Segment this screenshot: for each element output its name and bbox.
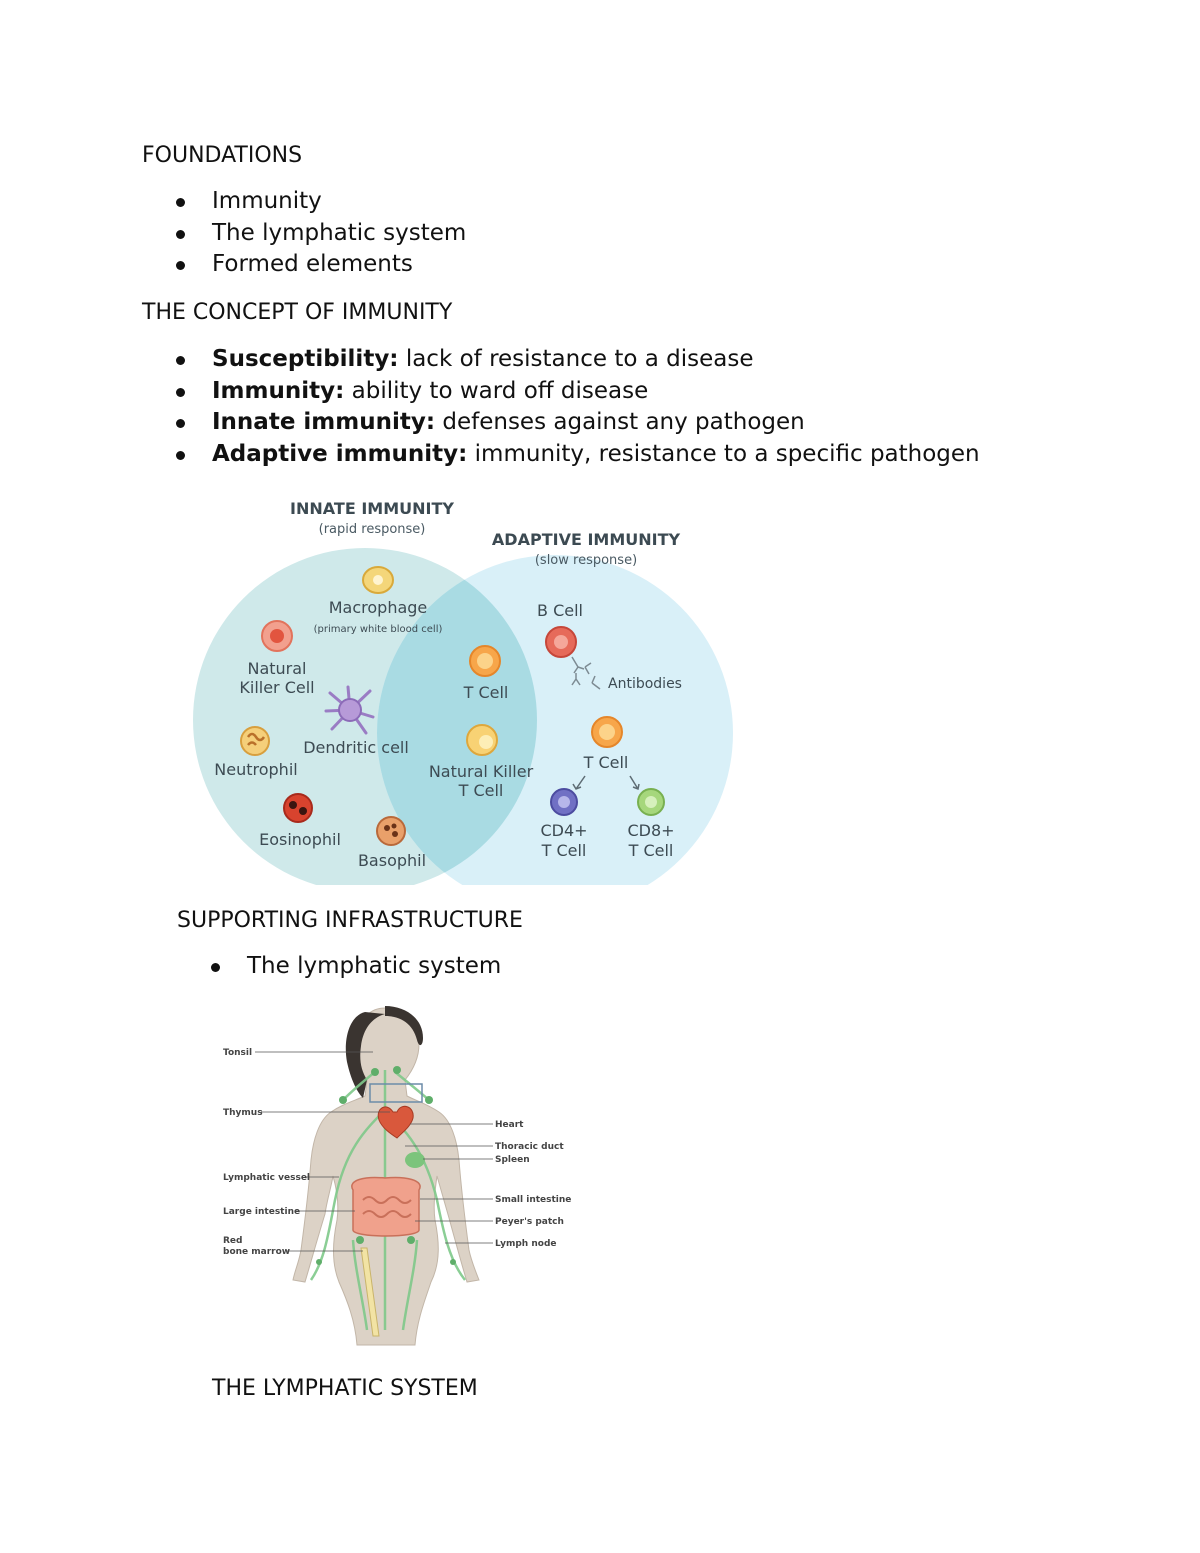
bullet-icon bbox=[176, 451, 185, 460]
small-intestine-label: Small intestine bbox=[495, 1195, 572, 1205]
list-item: Formed elements bbox=[212, 249, 466, 281]
adaptive-title: ADAPTIVE IMMUNITY bbox=[491, 530, 681, 549]
red-bone-marrow-label-2: bone marrow bbox=[223, 1247, 291, 1257]
b-cell-icon bbox=[546, 627, 576, 657]
intestines-icon bbox=[352, 1178, 420, 1237]
natural-killer-cell-icon bbox=[262, 621, 292, 651]
cd8-label-1: CD8+ bbox=[627, 821, 675, 840]
lymphatic-system-figure bbox=[215, 1000, 575, 1360]
peyers-patch-label: Peyer's patch bbox=[495, 1217, 564, 1227]
heart-label: Heart bbox=[495, 1120, 524, 1130]
adaptive-subtitle: (slow response) bbox=[534, 553, 638, 568]
list-item: Immunity bbox=[212, 186, 466, 218]
list-item bbox=[212, 344, 980, 376]
bullet-icon bbox=[211, 963, 220, 972]
natural-killer-label-1: Natural bbox=[247, 659, 307, 678]
infrastructure-list bbox=[247, 951, 501, 983]
basophil-icon bbox=[377, 817, 405, 845]
macrophage-note: (primary white blood cell) bbox=[313, 624, 443, 635]
bullet-icon bbox=[176, 198, 185, 207]
definition: lack of resistance to a disease bbox=[398, 346, 754, 372]
bullet-icon bbox=[176, 230, 185, 239]
spleen-label: Spleen bbox=[495, 1155, 530, 1165]
list-item bbox=[212, 376, 980, 408]
definition: ability to ward off disease bbox=[344, 377, 649, 404]
section-heading-foundations: FOUNDATIONS bbox=[142, 143, 303, 168]
definition: immunity, resistance to a specific pathogen bbox=[467, 440, 980, 467]
t-cell-adaptive-icon bbox=[592, 717, 622, 747]
t-cell-icon bbox=[470, 646, 500, 676]
tonsil-label: Tonsil bbox=[223, 1048, 253, 1058]
bullet-icon bbox=[176, 261, 185, 270]
term: Immunity: bbox=[212, 377, 345, 404]
dendritic-label: Dendritic cell bbox=[303, 738, 409, 757]
immunity-venn-diagram bbox=[180, 485, 745, 890]
list-item bbox=[212, 407, 980, 439]
nkt-label-2: T Cell bbox=[458, 781, 504, 800]
antibodies-label: Antibodies bbox=[608, 676, 682, 692]
section-heading-lymphatic-system: THE LYMPHATIC SYSTEM bbox=[212, 1376, 478, 1401]
section-heading-concept: THE CONCEPT OF IMMUNITY bbox=[142, 300, 453, 325]
natural-killer-label-2: Killer Cell bbox=[239, 678, 315, 697]
foundations-list bbox=[212, 186, 466, 281]
spleen-icon bbox=[405, 1152, 425, 1168]
lymphatic-system-illustration bbox=[215, 1000, 575, 1360]
innate-subtitle: (rapid response) bbox=[318, 522, 426, 537]
t-cell-shared-label: T Cell bbox=[463, 683, 509, 702]
bullet-icon bbox=[176, 388, 185, 397]
b-cell-label: B Cell bbox=[537, 601, 583, 620]
lymph-node-label: Lymph node bbox=[495, 1239, 557, 1249]
bullet-icon bbox=[176, 419, 185, 428]
macrophage-label: Macrophage bbox=[328, 598, 428, 617]
term: Adaptive immunity: bbox=[212, 440, 468, 467]
basophil-label: Basophil bbox=[357, 851, 427, 870]
cd8-label-2: T Cell bbox=[628, 841, 674, 860]
t-cell-adaptive-label: T Cell bbox=[583, 753, 629, 772]
red-bone-marrow-label-1: Red bbox=[223, 1236, 243, 1246]
lymphatic-vessel-label: Lymphatic vessel bbox=[223, 1173, 311, 1183]
cd8-t-cell-icon bbox=[638, 789, 664, 815]
definition: defenses against any pathogen bbox=[435, 409, 805, 435]
large-intestine-label: Large intestine bbox=[223, 1207, 301, 1217]
macrophage-icon bbox=[363, 567, 393, 593]
section-heading-infrastructure: SUPPORTING INFRASTRUCTURE bbox=[177, 908, 523, 933]
cd4-label-1: CD4+ bbox=[540, 821, 588, 840]
eosinophil-icon bbox=[284, 794, 312, 822]
list-item: The lymphatic system bbox=[212, 218, 466, 250]
neutrophil-label: Neutrophil bbox=[214, 760, 298, 779]
thymus-label: Thymus bbox=[223, 1108, 263, 1118]
cd4-t-cell-icon bbox=[551, 789, 577, 815]
neutrophil-icon bbox=[241, 727, 269, 755]
innate-title: INNATE IMMUNITY bbox=[290, 499, 454, 518]
term: Susceptibility: bbox=[212, 346, 399, 372]
cd4-label-2: T Cell bbox=[541, 841, 587, 860]
eosinophil-label: Eosinophil bbox=[259, 830, 341, 849]
concept-list bbox=[212, 344, 980, 470]
bullet-icon bbox=[176, 356, 185, 365]
list-item bbox=[212, 439, 980, 471]
natural-killer-t-cell-icon bbox=[467, 725, 497, 755]
thoracic-duct-label: Thoracic duct bbox=[495, 1142, 564, 1152]
immunity-venn-figure bbox=[180, 485, 745, 890]
nkt-label-1: Natural Killer bbox=[428, 762, 534, 781]
term: Innate immunity: bbox=[212, 409, 436, 435]
list-item: The lymphatic system bbox=[247, 951, 501, 983]
